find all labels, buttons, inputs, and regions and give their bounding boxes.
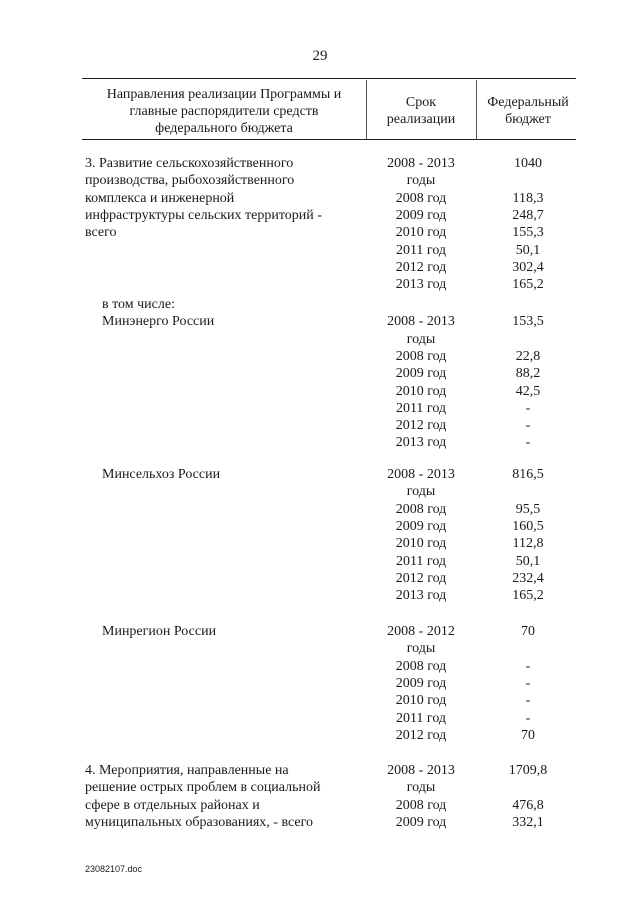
cell-direction: Минэнерго России — [102, 314, 215, 330]
cell-direction: производства, рыбохозяйственного — [85, 173, 295, 189]
table-row — [0, 296, 640, 313]
table-row — [0, 692, 640, 709]
cell-budget: - — [525, 675, 531, 691]
cell-budget: 88,2 — [515, 366, 541, 382]
cell-direction: в том числе: — [102, 297, 175, 312]
table-row — [0, 417, 640, 434]
cell-period: 2012 год — [395, 727, 447, 743]
header-budget-line: бюджет — [505, 112, 551, 127]
cell-period: 2008 - 2013 — [387, 763, 455, 778]
cell-period: 2010 год — [395, 383, 447, 399]
cell-budget: 70 — [521, 727, 535, 743]
cell-direction: инфраструктуры сельских территорий - — [85, 207, 322, 223]
cell-direction: муниципальных образованиях, - всего — [85, 814, 313, 830]
cell-period: 2008 год — [395, 348, 447, 364]
cell-budget: 42,5 — [515, 383, 541, 399]
header-period-line: реализации — [386, 112, 456, 127]
table-row — [0, 797, 640, 814]
cell-period: 2011 год — [395, 553, 447, 569]
cell-budget: - — [525, 710, 531, 726]
cell-period: 2008 - 2013 — [387, 467, 455, 482]
column-divider-1 — [366, 80, 367, 139]
table-top-rule — [82, 78, 576, 79]
table-row — [0, 224, 640, 241]
header-directions-line: Направления реализации Программы и — [106, 87, 342, 102]
cell-budget: 1040 — [514, 156, 542, 171]
cell-direction: комплекса и инженерной — [85, 190, 235, 206]
cell-budget: 232,4 — [512, 570, 544, 586]
cell-direction: 4. Мероприятия, направленные на — [85, 763, 289, 778]
table-row — [0, 501, 640, 518]
table-row — [0, 814, 640, 831]
table-row — [0, 483, 640, 500]
table-row — [0, 365, 640, 382]
cell-budget: - — [525, 418, 531, 434]
cell-budget: 1709,8 — [508, 763, 548, 778]
cell-budget: 476,8 — [512, 797, 544, 813]
table-row — [0, 242, 640, 259]
table-row — [0, 658, 640, 675]
cell-budget: 302,4 — [512, 259, 544, 275]
header-federal-budget — [478, 94, 578, 128]
table-row — [0, 553, 640, 570]
cell-period: годы — [406, 173, 436, 189]
cell-budget: 165,2 — [512, 277, 544, 293]
cell-period: 2009 год — [395, 207, 447, 223]
cell-period: 2008 год — [395, 190, 447, 206]
cell-budget: 50,1 — [515, 242, 541, 258]
cell-budget: 50,1 — [515, 553, 541, 569]
cell-budget: - — [525, 693, 531, 709]
table-row — [0, 640, 640, 657]
cell-budget: 165,2 — [512, 588, 544, 604]
cell-period: 2011 год — [395, 242, 447, 258]
cell-budget: - — [525, 435, 531, 451]
header-directions-line: федерального бюджета — [155, 121, 293, 136]
cell-period: 2008 - 2012 — [387, 624, 455, 639]
table-row — [0, 400, 640, 417]
cell-period: 2010 год — [395, 536, 447, 552]
table-row — [0, 675, 640, 692]
cell-direction: Минрегион России — [102, 624, 217, 639]
table-row — [0, 207, 640, 224]
cell-period: 2011 год — [395, 400, 447, 416]
page-number: 29 — [312, 48, 328, 64]
cell-period: 2012 год — [395, 259, 447, 275]
cell-budget: - — [525, 658, 531, 674]
cell-budget: 160,5 — [512, 518, 544, 534]
cell-budget: 155,3 — [512, 225, 544, 241]
cell-direction: сфере в отдельных районах и — [85, 797, 260, 813]
cell-budget: 248,7 — [512, 207, 544, 223]
header-period-line: Срок — [405, 95, 437, 110]
cell-period: 2013 год — [395, 588, 447, 604]
cell-period: 2009 год — [395, 814, 447, 830]
cell-period: 2012 год — [395, 418, 447, 434]
cell-period: 2008 год — [395, 658, 447, 674]
cell-budget: 112,8 — [512, 536, 544, 552]
cell-period: годы — [406, 484, 436, 500]
cell-budget: 70 — [521, 624, 535, 639]
header-directions — [84, 86, 364, 137]
header-directions-line: главные распорядители средств — [129, 104, 319, 119]
cell-period: 2008 год — [395, 501, 447, 517]
table-row — [0, 779, 640, 796]
header-bottom-rule — [82, 139, 576, 140]
cell-budget: - — [525, 400, 531, 416]
cell-direction: всего — [85, 225, 117, 241]
cell-period: 2012 год — [395, 570, 447, 586]
table-row — [0, 434, 640, 451]
cell-period: 2008 год — [395, 797, 447, 813]
cell-period: годы — [406, 780, 436, 796]
header-budget-line: Федеральный — [487, 95, 569, 110]
table-row — [0, 313, 640, 330]
table-row — [0, 623, 640, 640]
cell-period: 2013 год — [395, 277, 447, 293]
header-period — [368, 94, 474, 128]
cell-period: 2010 год — [395, 693, 447, 709]
cell-budget: 22,8 — [515, 348, 541, 364]
table-row — [0, 587, 640, 604]
table-row — [0, 348, 640, 365]
table-row — [0, 466, 640, 483]
cell-budget: 816,5 — [512, 467, 544, 482]
cell-period: 2008 - 2013 — [387, 314, 455, 330]
table-row — [0, 710, 640, 727]
table-row — [0, 535, 640, 552]
cell-period: 2009 год — [395, 675, 447, 691]
cell-period: 2009 год — [395, 518, 447, 534]
cell-budget: 332,1 — [512, 814, 544, 830]
cell-period: годы — [406, 641, 436, 657]
table-row — [0, 727, 640, 744]
cell-period: 2011 год — [395, 710, 447, 726]
table-row — [0, 172, 640, 189]
cell-budget: 118,3 — [512, 190, 544, 206]
cell-direction: Минсельхоз России — [102, 467, 221, 482]
table-row — [0, 570, 640, 587]
cell-period: 2013 год — [395, 435, 447, 451]
table-row — [0, 155, 640, 172]
footer-filename: 23082107.doc — [85, 864, 143, 874]
cell-period: 2010 год — [395, 225, 447, 241]
cell-period: 2008 - 2013 — [387, 156, 455, 171]
table-row — [0, 331, 640, 348]
table-row — [0, 518, 640, 535]
table-row — [0, 762, 640, 779]
cell-period: 2009 год — [395, 366, 447, 382]
table-row — [0, 259, 640, 276]
column-divider-2 — [476, 80, 477, 139]
table-row — [0, 383, 640, 400]
cell-budget: 95,5 — [515, 501, 541, 517]
table-row — [0, 276, 640, 293]
cell-direction: 3. Развитие сельскохозяйственного — [85, 156, 294, 171]
cell-budget: 153,5 — [512, 314, 544, 330]
cell-period: годы — [406, 331, 436, 347]
cell-direction: решение острых проблем в социальной — [85, 780, 321, 796]
table-row — [0, 190, 640, 207]
